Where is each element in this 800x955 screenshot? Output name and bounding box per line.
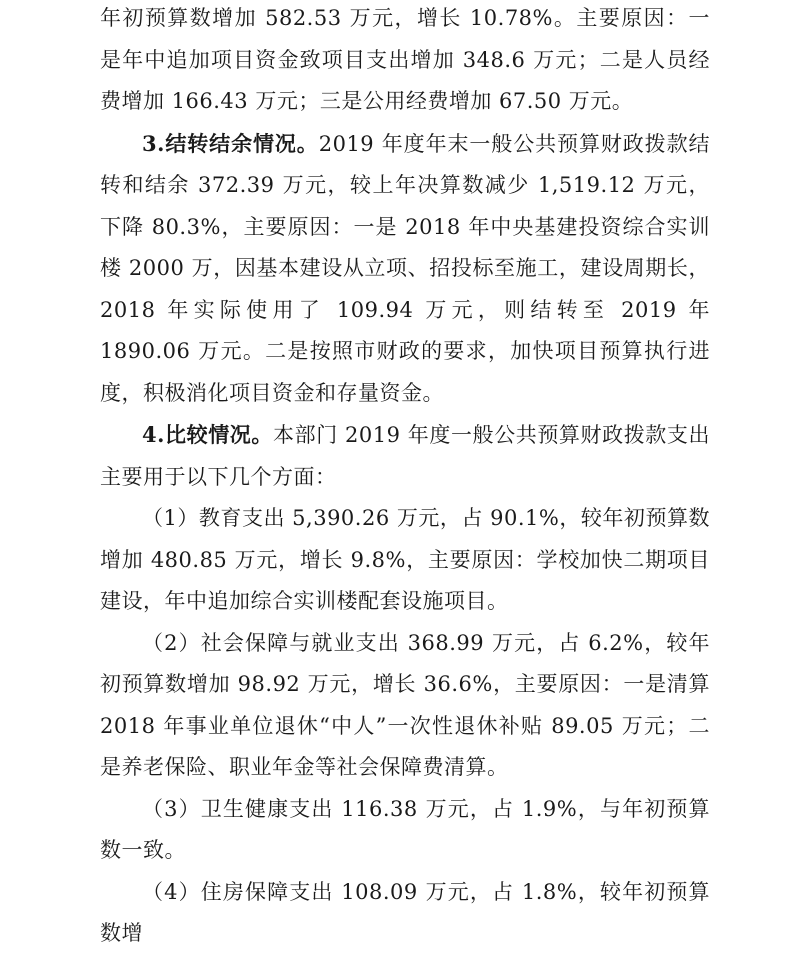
paragraph-comparison	[100, 414, 710, 498]
paragraph-carryover-balance	[100, 123, 710, 415]
paragraph-text: （3）卫生健康支出 116.38 万元，占 1.9%，与年初预算数一致。	[100, 796, 710, 862]
paragraph-social-security-expenditure	[100, 623, 710, 789]
section-heading-carryover: 3.结转结余情况。	[142, 130, 319, 156]
paragraph-text: 本部门 2019 年度一般公共预算财政拨款支出主要用于以下几个方面：	[100, 423, 710, 489]
paragraph-text: 2019 年度年末一般公共预算财政拨款结转和结余 372.39 万元，较上年决算数减少 1,519.12 万元，下降 80.3%，主要原因：一是 2018 年中央基建投资综合实训楼 2000 万，因基本建设从立项、招投标至施工，建设周期长，2018 年实际使用了 109.94 万元，则结转至 2019 年 1890.06 万元。二是按照市财政的要求，加快项目预算执行进度，积极消化项目资金和存量资金。	[100, 131, 710, 405]
paragraph-text: 年初预算数增加 582.53 万元，增长 10.78%。主要原因：一是年中追加项目资金致项目支出增加 348.6 万元；二是人员经费增加 166.43 万元；三是公用经费增加 67.50 万元。	[100, 6, 710, 113]
document-page	[100, 0, 710, 955]
section-heading-comparison: 4.比较情况。	[142, 422, 273, 447]
paragraph-budget-increase-continued	[100, 0, 710, 123]
paragraph-text: （1）教育支出 5,390.26 万元，占 90.1%，较年初预算数增加 480.85 万元，增长 9.8%，主要原因：学校加快二期项目建设，年中追加综合实训楼配套设施项目。	[100, 506, 710, 613]
paragraph-housing-expenditure	[100, 872, 710, 955]
paragraph-text: （4）住房保障支出 108.09 万元，占 1.8%，较年初预算数增	[100, 879, 710, 945]
paragraph-education-expenditure	[100, 498, 710, 623]
paragraph-text: （2）社会保障与就业支出 368.99 万元，占 6.2%，较年初预算数增加 98.92 万元，增长 36.6%，主要原因：一是清算 2018 年事业单位退休“中人”一次性退休补贴 89.05 万元；二是养老保险、职业年金等社会保障费清算。	[100, 630, 710, 779]
paragraph-health-expenditure	[100, 789, 710, 872]
